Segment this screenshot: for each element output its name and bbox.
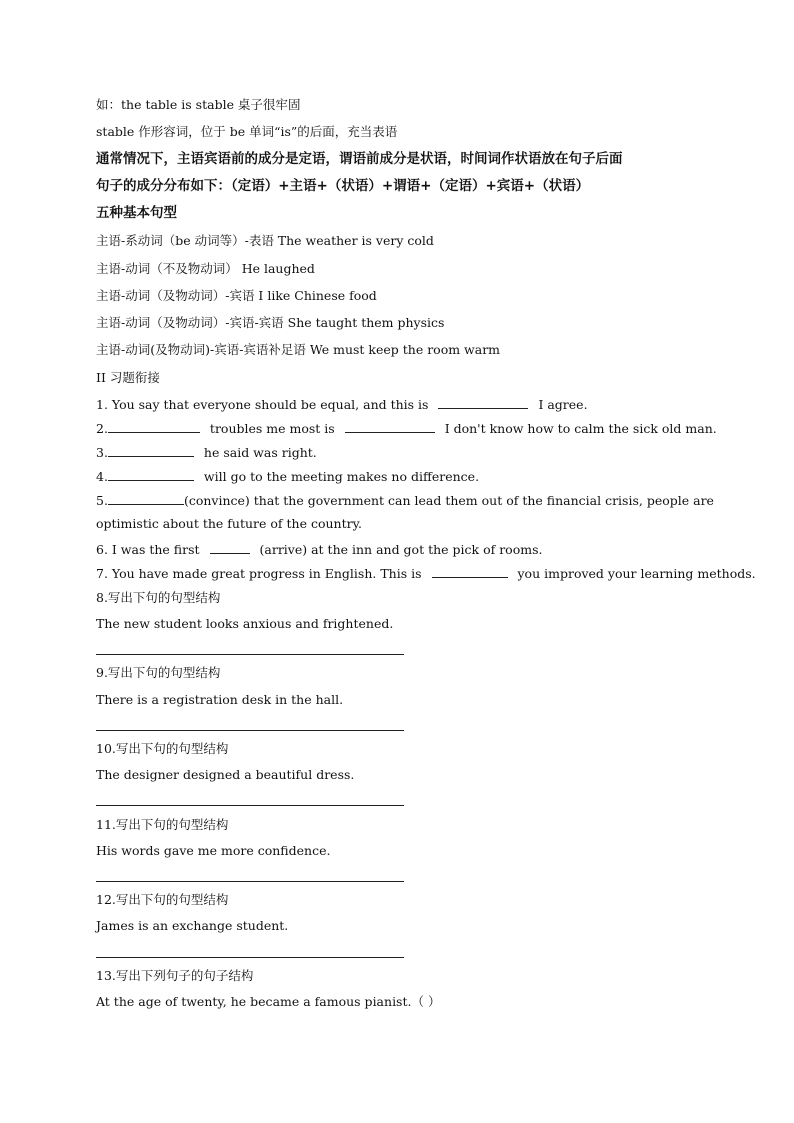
q3-text-b: he said was right. [203,445,317,460]
q3-text-a: 3. [96,445,108,460]
q2-text-c: I don't know how to calm the sick old man. [444,421,717,436]
q1-text-a: 1. You say that everyone should be equal, and this is [96,397,429,412]
q9-title: 9.写出下句的句型结构 [96,665,221,680]
q6-blank[interactable] [210,541,250,554]
q5-text-a: 5. [96,493,108,508]
q12-sentence: James is an exchange student. [96,918,289,933]
q11-title: 11.写出下句的句型结构 [96,817,229,832]
q8-answer-line[interactable] [96,654,404,655]
pattern-1: 主语-系动词（be 动词等）-表语 The weather is very cold [96,233,434,248]
q4-text-b: will go to the meeting makes no difference. [203,469,480,484]
pattern-3: 主语-动词（及物动词）-宾语 I like Chinese food [96,288,377,303]
q10-sentence: The designer designed a beautiful dress. [96,767,355,782]
q2-text-a: 2. [96,421,108,436]
q4-text-a: 4. [96,469,108,484]
question-5-cont: optimistic about the future of the country. [96,516,362,531]
question-2 [96,420,717,437]
question-6 [96,541,542,558]
q13-title: 13.写出下列句子的句子结构 [96,968,254,983]
q12-title: 12.写出下句的句型结构 [96,892,229,907]
q13-sentence: At the age of twenty, he became a famous pianist.（ ） [96,994,441,1009]
rule-2: 句子的成分分布如下：（定语）+主语+（状语）+谓语+（定语）+宾语+（状语） [96,178,590,194]
q5-blank[interactable] [108,492,184,505]
q12-answer-line[interactable] [96,957,404,958]
q6-text-a: 6. I was the first [96,542,200,557]
section-title: II 习题衔接 [96,370,160,385]
q7-blank[interactable] [432,565,508,578]
rule-1: 通常情况下，主语宾语前的成分是定语，谓语前成分是状语，时间词作状语放在句子后面 [96,151,623,167]
question-4 [96,468,479,485]
pattern-5: 主语-动词(及物动词)-宾语-宾语补足语 We must keep the room warm [96,342,501,357]
q5-text-b: (convince) that the government can lead them out of the financial crisis, people are [183,493,714,508]
question-7 [96,565,756,582]
q2-blank-2[interactable] [345,420,435,433]
heading-five-patterns: 五种基本句型 [96,205,177,221]
q2-blank-1[interactable] [108,420,200,433]
q8-sentence: The new student looks anxious and frightened. [96,616,394,631]
q11-answer-line[interactable] [96,881,404,882]
question-5 [96,492,714,509]
q10-title: 10.写出下句的句型结构 [96,741,229,756]
q3-blank[interactable] [108,444,194,457]
intro-explain: stable 作形容词，位于 be 单词“is”的后面，充当表语 [96,124,398,139]
question-1 [96,396,588,413]
q7-text-a: 7. You have made great progress in English. This is [96,566,422,581]
question-3 [96,444,317,461]
pattern-2: 主语-动词（不及物动词） He laughed [96,261,315,276]
q9-answer-line[interactable] [96,730,404,731]
q9-sentence: There is a registration desk in the hall. [96,692,344,707]
q8-title: 8.写出下句的句型结构 [96,590,221,605]
q2-text-b: troubles me most is [209,421,335,436]
q1-text-b: I agree. [538,397,588,412]
q6-text-b: (arrive) at the inn and got the pick of rooms. [259,542,543,557]
intro-example: 如：the table is stable 桌子很牢固 [96,97,301,112]
q7-text-b: you improved your learning methods. [517,566,756,581]
q4-blank[interactable] [108,468,194,481]
pattern-4: 主语-动词（及物动词）-宾语-宾语 She taught them physics [96,315,445,330]
q10-answer-line[interactable] [96,805,404,806]
q11-sentence: His words gave me more confidence. [96,843,331,858]
q1-blank[interactable] [438,396,528,409]
